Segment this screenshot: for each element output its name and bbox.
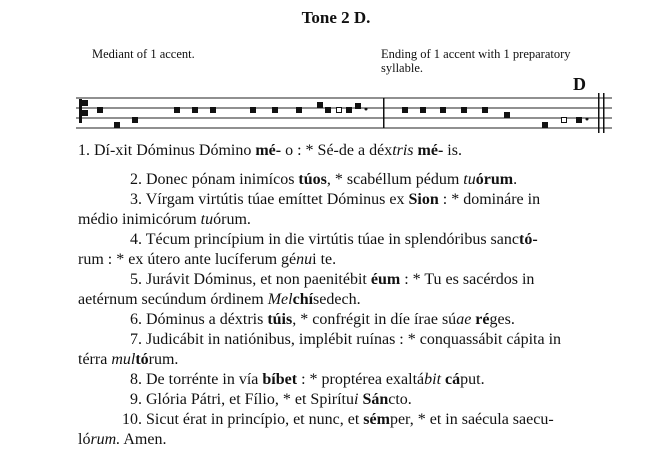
accent-note	[317, 102, 323, 108]
verse-text: put.	[460, 371, 485, 388]
verse-number: 8.	[130, 371, 142, 388]
verse-text: ges.	[489, 311, 515, 328]
verse-accent: túos	[294, 171, 327, 188]
verse-text: sedech.	[313, 291, 361, 308]
verse-accent: sém	[359, 411, 390, 428]
verse-text: Jurávit Dóminus, et non paenitébit	[146, 271, 367, 288]
verse-number: 9.	[130, 391, 142, 408]
ending-label-line2: syllable.	[381, 61, 424, 75]
verse-text: órum.	[213, 211, 251, 228]
verse-text: .	[513, 171, 518, 188]
verse-text: rum.	[148, 351, 179, 368]
verse-text: Técum princípium in die virtútis túae in splendóribus sanc	[145, 231, 519, 248]
dot	[586, 118, 589, 121]
verse-7	[78, 330, 668, 370]
verse-text: Sicut érat in princípio, et nunc, et	[146, 411, 360, 428]
note	[272, 107, 278, 113]
verse-italic: mul	[107, 351, 136, 368]
mediant-label: Mediant of 1 accent.	[92, 47, 195, 61]
verse-accent: Sion	[404, 191, 439, 208]
note	[402, 107, 408, 113]
final-letter: D	[573, 74, 586, 94]
ending-label-line1: Ending of 1 accent with 1 preparatory	[381, 47, 571, 61]
neumes	[97, 98, 589, 128]
clef-lower	[82, 110, 88, 116]
verse-accent: tó	[135, 351, 149, 368]
verse-italic: tris	[392, 142, 414, 159]
verse-italic: tu	[459, 171, 476, 188]
verse-number: 5.	[130, 271, 142, 288]
note	[250, 107, 256, 113]
verse-accent: ré	[471, 311, 490, 328]
note	[576, 117, 582, 123]
verse-number: 10.	[122, 411, 142, 428]
verse-text: i te.	[312, 251, 337, 268]
verse-text: : * proptérea exaltá	[297, 371, 425, 388]
note	[114, 122, 120, 128]
verse-10	[78, 410, 668, 450]
note	[542, 122, 548, 128]
verse-accent: mé-	[413, 142, 444, 159]
verse-text: : * domináre in	[438, 191, 541, 208]
verse-text: térra	[78, 351, 108, 368]
verse-text: rum : * ex útero ante lucíferum gé	[78, 251, 297, 268]
verse-text: Donec pónam inimícos	[146, 171, 295, 188]
verse-9	[78, 390, 668, 410]
note	[192, 107, 198, 113]
note	[355, 103, 361, 109]
verse-text: Glória Pátri, et Fílio, * et Spirítu	[146, 391, 354, 408]
note	[210, 107, 216, 113]
note	[440, 107, 446, 113]
note	[504, 112, 510, 118]
open-note	[337, 108, 342, 113]
verse-number: 1.	[78, 142, 90, 159]
verse-accent: mé-	[255, 142, 282, 159]
verse-5	[78, 270, 668, 310]
verse-accent: bíbet	[258, 371, 298, 388]
verse-text: médio inimicórum	[78, 211, 197, 228]
verse-italic: Mel	[263, 291, 293, 308]
verse-1	[78, 141, 668, 161]
dot	[365, 108, 368, 111]
open-note	[562, 118, 567, 123]
verse-number: 6.	[130, 311, 142, 328]
verse-italic: tu	[196, 211, 214, 228]
note	[132, 117, 138, 123]
verse-3	[78, 190, 668, 230]
clef-upper	[82, 100, 88, 106]
verse-text: De torrénte in vía	[146, 371, 259, 388]
verse-italic: i	[353, 391, 359, 408]
verse-accent: Sán	[358, 391, 389, 408]
c-clef	[79, 99, 88, 123]
note	[325, 107, 331, 113]
verse-italic: ae	[456, 311, 472, 328]
verse-accent: éum	[366, 271, 401, 288]
verse-accent: cá	[441, 371, 461, 388]
bar-line	[383, 98, 385, 128]
verse-text: ló	[78, 431, 91, 448]
verse-8	[78, 370, 668, 390]
note	[461, 107, 467, 113]
verse-number: 3.	[130, 191, 142, 208]
note	[482, 107, 488, 113]
verse-italic: nu	[296, 251, 313, 268]
verse-text: cto.	[388, 391, 412, 408]
verse-text: o : * Sé-de a déx	[281, 142, 393, 159]
verse-text: per, * et in saécula saecu-	[389, 411, 554, 428]
verse-accent: túis	[263, 311, 293, 328]
verse-number: 4.	[130, 231, 142, 248]
verse-italic: bit	[424, 371, 442, 388]
verse-number: 2.	[130, 171, 142, 188]
verse-number: 7.	[130, 331, 142, 348]
verse-accent: chí	[292, 291, 314, 308]
verse-4	[78, 230, 668, 270]
verse-text: Dí-xit Dóminus Dómino	[94, 142, 252, 159]
verse-text: Vírgam virtútis túae emíttet Dóminus ex	[145, 191, 405, 208]
verse-text: : * Tu es sacérdos in	[400, 271, 535, 288]
tone-title: Tone 2 D.	[301, 8, 371, 27]
note	[97, 107, 103, 113]
clef-stem	[79, 99, 82, 123]
double-bar	[598, 93, 605, 133]
chant-staff	[0, 0, 672, 140]
verse-text: Dóminus a déxtris	[146, 311, 264, 328]
psalm-verses	[78, 141, 668, 450]
verse-text: Amen.	[120, 431, 167, 448]
verse-2	[78, 170, 668, 190]
staff-lines	[76, 98, 612, 128]
verse-accent: órum	[475, 171, 514, 188]
verse-italic: rum.	[90, 431, 121, 448]
verse-accent: tó-	[518, 231, 538, 248]
note	[296, 107, 302, 113]
verse-text: aetérnum secúndum órdinem	[78, 291, 264, 308]
note	[420, 107, 426, 113]
verse-text: Judicábit in natiónibus, implébit ruínas : * conquassábit cápita in	[146, 331, 562, 348]
verse-text: , * confrégit in díe írae sú	[292, 311, 457, 328]
note	[174, 107, 180, 113]
verse-text: , * scabéllum pédum	[326, 171, 460, 188]
verse-6	[78, 310, 668, 330]
note	[346, 107, 352, 113]
verse-text: is.	[443, 142, 462, 159]
